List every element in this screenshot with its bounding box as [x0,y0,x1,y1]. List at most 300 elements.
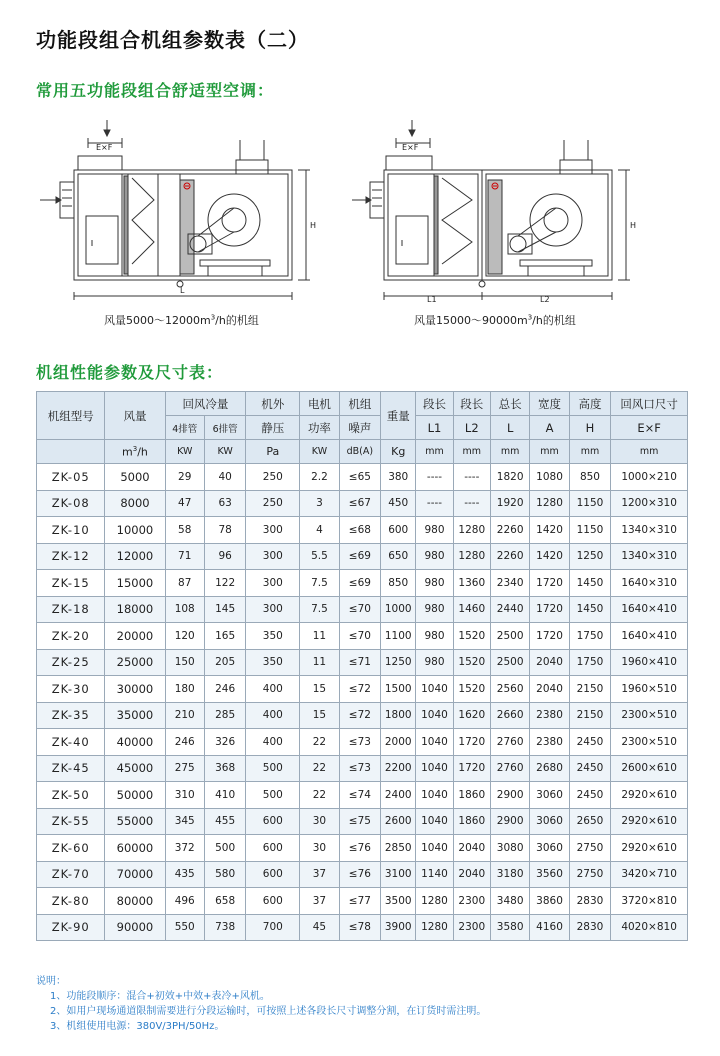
table-cell: 2600×610 [611,755,688,782]
table-cell: 310 [165,782,204,809]
table-cell: 15 [300,702,339,729]
table-cell: 4 [300,517,339,544]
table-cell: 150 [165,649,204,676]
table-cell: 30 [300,835,339,862]
table-cell: 1200×310 [611,490,688,517]
caption-text: /h的机组 [215,314,259,327]
table-cell: 400 [246,676,300,703]
table-cell: 1250 [569,543,610,570]
note-item: 3、机组使用电源：380V/3PH/50Hz。 [50,1021,225,1032]
cell-model: ZK-45 [37,755,105,782]
header-blank [37,440,105,464]
header-air: 风量 [105,392,165,440]
cell-model: ZK-10 [37,517,105,544]
header-kw-2: KW [204,440,245,464]
table-cell: 1000 [381,596,416,623]
table-cell: 1420 [530,517,569,544]
table-cell: 7.5 [300,596,339,623]
table-cell: 2040 [453,835,490,862]
table-cell: 246 [165,729,204,756]
diagram-large-unit [352,120,652,310]
table-cell: 55000 [105,808,165,835]
table-cell: 40 [204,464,245,491]
table-cell: 1040 [416,676,453,703]
table-cell: 30 [300,808,339,835]
table-cell: 1450 [569,596,610,623]
table-cell: ---- [416,464,453,491]
page-title: 功能段组合机组参数表（二） [36,28,309,52]
table-cell: ---- [416,490,453,517]
table-cell: 96 [204,543,245,570]
header-static-1: 机外 [246,392,300,416]
table-cell: 1100 [381,623,416,650]
table-row [37,861,688,888]
cell-model: ZK-90 [37,914,105,941]
table-cell: 2150 [569,676,610,703]
table-cell: 3420×710 [611,861,688,888]
table-cell: 500 [204,835,245,862]
table-cell: 1280 [453,517,490,544]
table-row [37,729,688,756]
section-heading-table: 机组性能参数及尺寸表： [36,363,224,382]
table-row [37,835,688,862]
table-cell: 1000×210 [611,464,688,491]
table-cell: 1640×410 [611,596,688,623]
header-e-a: 回风口尺寸 [611,392,688,416]
table-cell: 2380 [530,729,569,756]
table-cell: 145 [204,596,245,623]
table-cell: 1040 [416,808,453,835]
table-cell: 580 [204,861,245,888]
table-cell: 2300 [453,888,490,915]
table-cell: ≤76 [339,861,380,888]
header-l2-a: 段长 [453,392,490,416]
table-row [37,517,688,544]
table-cell: 120 [165,623,204,650]
cell-model: ZK-40 [37,729,105,756]
cell-model: ZK-15 [37,570,105,597]
header-motor-1: 电机 [300,392,339,416]
table-cell: 1860 [453,808,490,835]
table-cell: 600 [246,888,300,915]
table-cell: 22 [300,729,339,756]
header-l-a: 总长 [490,392,529,416]
table-row [37,596,688,623]
table-cell: 12000 [105,543,165,570]
header-l1-unit: mm [416,440,453,464]
table-cell: 600 [246,861,300,888]
table-cell: 400 [246,702,300,729]
table-cell: 20000 [105,623,165,650]
table-cell: 2600 [381,808,416,835]
table-cell: 380 [381,464,416,491]
header-l1-b: L1 [416,416,453,440]
table-cell: 1040 [416,755,453,782]
section-heading-diagrams: 常用五功能段组合舒适型空调： [36,81,275,100]
table-cell: 250 [246,464,300,491]
table-cell: 1720 [530,623,569,650]
table-cell: 2650 [569,808,610,835]
header-noise-2: 噪声 [339,416,380,440]
table-cell: 3080 [490,835,529,862]
table-cell: 80000 [105,888,165,915]
table-cell: 1150 [569,517,610,544]
table-cell: 90000 [105,914,165,941]
table-cell: 435 [165,861,204,888]
table-cell: ≤73 [339,729,380,756]
table-cell: ≤65 [339,464,380,491]
label-exf-left: E×F [96,143,113,152]
table-cell: ---- [453,490,490,517]
table-cell: 5.5 [300,543,339,570]
cell-model: ZK-12 [37,543,105,570]
table-cell: 2900 [490,782,529,809]
table-cell: 326 [204,729,245,756]
table-row [37,570,688,597]
table-cell: 275 [165,755,204,782]
table-cell: 1040 [416,702,453,729]
header-motor-unit: KW [300,440,339,464]
table-cell: 980 [416,596,453,623]
table-cell: 1500 [381,676,416,703]
table-cell: 368 [204,755,245,782]
cell-model: ZK-18 [37,596,105,623]
table-cell: ≤75 [339,808,380,835]
caption-small-unit [104,312,259,328]
table-row [37,649,688,676]
table-cell: 2300 [453,914,490,941]
table-cell: 3720×810 [611,888,688,915]
table-cell: 2500 [490,623,529,650]
table-cell: 350 [246,649,300,676]
table-cell: 1280 [416,888,453,915]
table-cell: 71 [165,543,204,570]
diagram-small-unit [40,120,330,310]
table-cell: ≤71 [339,649,380,676]
table-cell: 300 [246,543,300,570]
cell-model: ZK-25 [37,649,105,676]
table-cell: ≤67 [339,490,380,517]
table-cell: 1520 [453,623,490,650]
table-cell: 22 [300,782,339,809]
cell-model: ZK-20 [37,623,105,650]
label-l-left: L [180,286,185,295]
table-cell: 496 [165,888,204,915]
table-cell: 1750 [569,623,610,650]
table-cell: 2040 [530,676,569,703]
table-cell: 2900 [490,808,529,835]
table-cell: 1920 [490,490,529,517]
table-cell: 1140 [416,861,453,888]
table-cell: 650 [381,543,416,570]
table-cell: 350 [246,623,300,650]
table-cell: 738 [204,914,245,941]
label-l2-right: L2 [540,295,550,304]
table-cell: 1280 [530,490,569,517]
table-cell: ≤72 [339,676,380,703]
table-cell: ---- [453,464,490,491]
table-cell: 1250 [381,649,416,676]
table-cell: 45 [300,914,339,941]
header-l2-b: L2 [453,416,490,440]
table-cell: 1720 [530,596,569,623]
header-h-b: H [569,416,610,440]
header-h-a: 高度 [569,392,610,416]
table-cell: 1150 [569,490,610,517]
table-cell: 4020×810 [611,914,688,941]
cell-model: ZK-70 [37,861,105,888]
table-row [37,464,688,491]
table-cell: 2200 [381,755,416,782]
table-cell: 2.2 [300,464,339,491]
table-cell: 700 [246,914,300,941]
table-cell: 1800 [381,702,416,729]
table-cell: 165 [204,623,245,650]
table-cell: 58 [165,517,204,544]
header-w-a: 宽度 [530,392,569,416]
table-cell: 37 [300,861,339,888]
table-cell: 285 [204,702,245,729]
table-cell: 1040 [416,835,453,862]
table-cell: 2920×610 [611,808,688,835]
table-cell: 3 [300,490,339,517]
cell-model: ZK-30 [37,676,105,703]
table-cell: 47 [165,490,204,517]
header-l-unit: mm [490,440,529,464]
header-weight: 重量 [381,392,416,440]
table-cell: 30000 [105,676,165,703]
table-cell: 2850 [381,835,416,862]
header-row6: 6排管 [204,416,245,440]
header-l2-unit: mm [453,440,490,464]
header-weight-unit: Kg [381,440,416,464]
cell-model: ZK-35 [37,702,105,729]
header-noise-unit: dB(A) [339,440,380,464]
table-cell: 108 [165,596,204,623]
table-cell: 3480 [490,888,529,915]
table-cell: ≤69 [339,543,380,570]
table-cell: 2000 [381,729,416,756]
table-cell: 180 [165,676,204,703]
table-row [37,543,688,570]
table-cell: 1040 [416,729,453,756]
table-cell: 1340×310 [611,543,688,570]
table-cell: 1750 [569,649,610,676]
table-cell: 550 [165,914,204,941]
header-l-b: L [490,416,529,440]
table-cell: 78 [204,517,245,544]
table-cell: 2450 [569,729,610,756]
header-noise-1: 机组 [339,392,380,416]
table-cell: 980 [416,543,453,570]
table-row [37,702,688,729]
table-cell: 2400 [381,782,416,809]
table-cell: 29 [165,464,204,491]
table-cell: 250 [246,490,300,517]
table-cell: 500 [246,782,300,809]
spec-table-body [37,464,688,941]
table-cell: 8000 [105,490,165,517]
table-cell: 2440 [490,596,529,623]
table-cell: 25000 [105,649,165,676]
table-cell: ≤68 [339,517,380,544]
table-row [37,676,688,703]
table-cell: 1040 [416,782,453,809]
table-cell: 1280 [416,914,453,941]
header-h-unit: mm [569,440,610,464]
caption-sup: 3 [210,313,216,322]
table-cell: 1080 [530,464,569,491]
header-row4: 4排管 [165,416,204,440]
table-cell: 980 [416,623,453,650]
table-cell: 3060 [530,835,569,862]
notes [36,974,486,1034]
table-cell: 87 [165,570,204,597]
header-e-unit: mm [611,440,688,464]
unit-text: /h [137,445,148,459]
table-cell: 1620 [453,702,490,729]
table-cell: 2830 [569,888,610,915]
table-cell: 1360 [453,570,490,597]
notes-heading: 说明： [36,976,66,987]
table-row [37,623,688,650]
table-cell: 50000 [105,782,165,809]
table-cell: 2560 [490,676,529,703]
table-cell: 60000 [105,835,165,862]
table-cell: 1340×310 [611,517,688,544]
table-cell: 3560 [530,861,569,888]
table-cell: 3900 [381,914,416,941]
table-cell: 600 [381,517,416,544]
table-cell: 2150 [569,702,610,729]
table-row [37,755,688,782]
table-cell: 2500 [490,649,529,676]
table-cell: 205 [204,649,245,676]
label-l1-right: L1 [427,295,437,304]
table-cell: 300 [246,596,300,623]
table-cell: 2760 [490,755,529,782]
table-cell: 980 [416,570,453,597]
table-cell: 2340 [490,570,529,597]
caption-text: /h的机组 [532,314,576,327]
table-cell: 3100 [381,861,416,888]
table-cell: 70000 [105,861,165,888]
table-cell: 3500 [381,888,416,915]
table-cell: 40000 [105,729,165,756]
table-cell: 2380 [530,702,569,729]
label-exf-right: E×F [402,143,419,152]
table-cell: 3180 [490,861,529,888]
header-w-unit: mm [530,440,569,464]
cell-model: ZK-05 [37,464,105,491]
table-cell: 600 [246,808,300,835]
table-row [37,782,688,809]
table-cell: 1960×510 [611,676,688,703]
table-cell: 850 [569,464,610,491]
table-cell: ≤76 [339,835,380,862]
table-cell: 15000 [105,570,165,597]
note-item: 1、功能段顺序：混合+初效+中效+表冷+风机。 [50,991,270,1002]
table-cell: 850 [381,570,416,597]
table-cell: 300 [246,517,300,544]
table-cell: 1820 [490,464,529,491]
table-cell: 3860 [530,888,569,915]
table-cell: 5000 [105,464,165,491]
label-h-right: H [630,221,637,230]
caption-sup: 3 [527,313,533,322]
table-cell: 400 [246,729,300,756]
table-cell: 45000 [105,755,165,782]
table-cell: 372 [165,835,204,862]
table-cell: 1720 [453,755,490,782]
caption-large-unit [414,312,576,328]
cell-model: ZK-80 [37,888,105,915]
table-cell: 1420 [530,543,569,570]
table-cell: 980 [416,649,453,676]
table-cell: 2680 [530,755,569,782]
table-cell: 2760 [490,729,529,756]
table-cell: ≤74 [339,782,380,809]
cell-model: ZK-60 [37,835,105,862]
table-cell: 300 [246,570,300,597]
table-cell: 210 [165,702,204,729]
table-cell: 2300×510 [611,702,688,729]
table-row [37,808,688,835]
unit-text: m [122,445,133,459]
table-cell: 500 [246,755,300,782]
table-cell: 2450 [569,755,610,782]
cell-model: ZK-55 [37,808,105,835]
label-h-left: H [310,221,317,230]
table-cell: 2920×610 [611,835,688,862]
table-cell: 63 [204,490,245,517]
table-cell: 246 [204,676,245,703]
table-cell: ≤69 [339,570,380,597]
header-static-unit: Pa [246,440,300,464]
table-cell: 1640×310 [611,570,688,597]
table-cell: 11 [300,623,339,650]
table-cell: 2750 [569,861,610,888]
note-item: 2、如用户现场通道限制需要进行分段运输时，可按照上述各段长尺寸调整分割，在订货时需注明。 [50,1006,487,1017]
table-cell: 1640×410 [611,623,688,650]
table-cell: 658 [204,888,245,915]
table-cell: 3580 [490,914,529,941]
table-cell: 2750 [569,835,610,862]
table-cell: 1280 [453,543,490,570]
table-cell: 1960×410 [611,649,688,676]
unit-sup: 3 [132,444,138,453]
table-cell: 1460 [453,596,490,623]
table-cell: 2040 [530,649,569,676]
table-cell: 450 [381,490,416,517]
table-cell: 980 [416,517,453,544]
header-l1-a: 段长 [416,392,453,416]
table-cell: 10000 [105,517,165,544]
header-air-unit [105,440,165,464]
caption-text: 风量15000～90000m [414,314,528,327]
table-cell: 4160 [530,914,569,941]
table-cell: ≤73 [339,755,380,782]
cell-model: ZK-50 [37,782,105,809]
table-cell: 1860 [453,782,490,809]
table-cell: 2260 [490,517,529,544]
table-cell: 3060 [530,808,569,835]
table-cell: ≤70 [339,596,380,623]
table-cell: 2260 [490,543,529,570]
table-cell: 410 [204,782,245,809]
table-cell: 2300×510 [611,729,688,756]
caption-text: 风量5000～12000m [104,314,211,327]
